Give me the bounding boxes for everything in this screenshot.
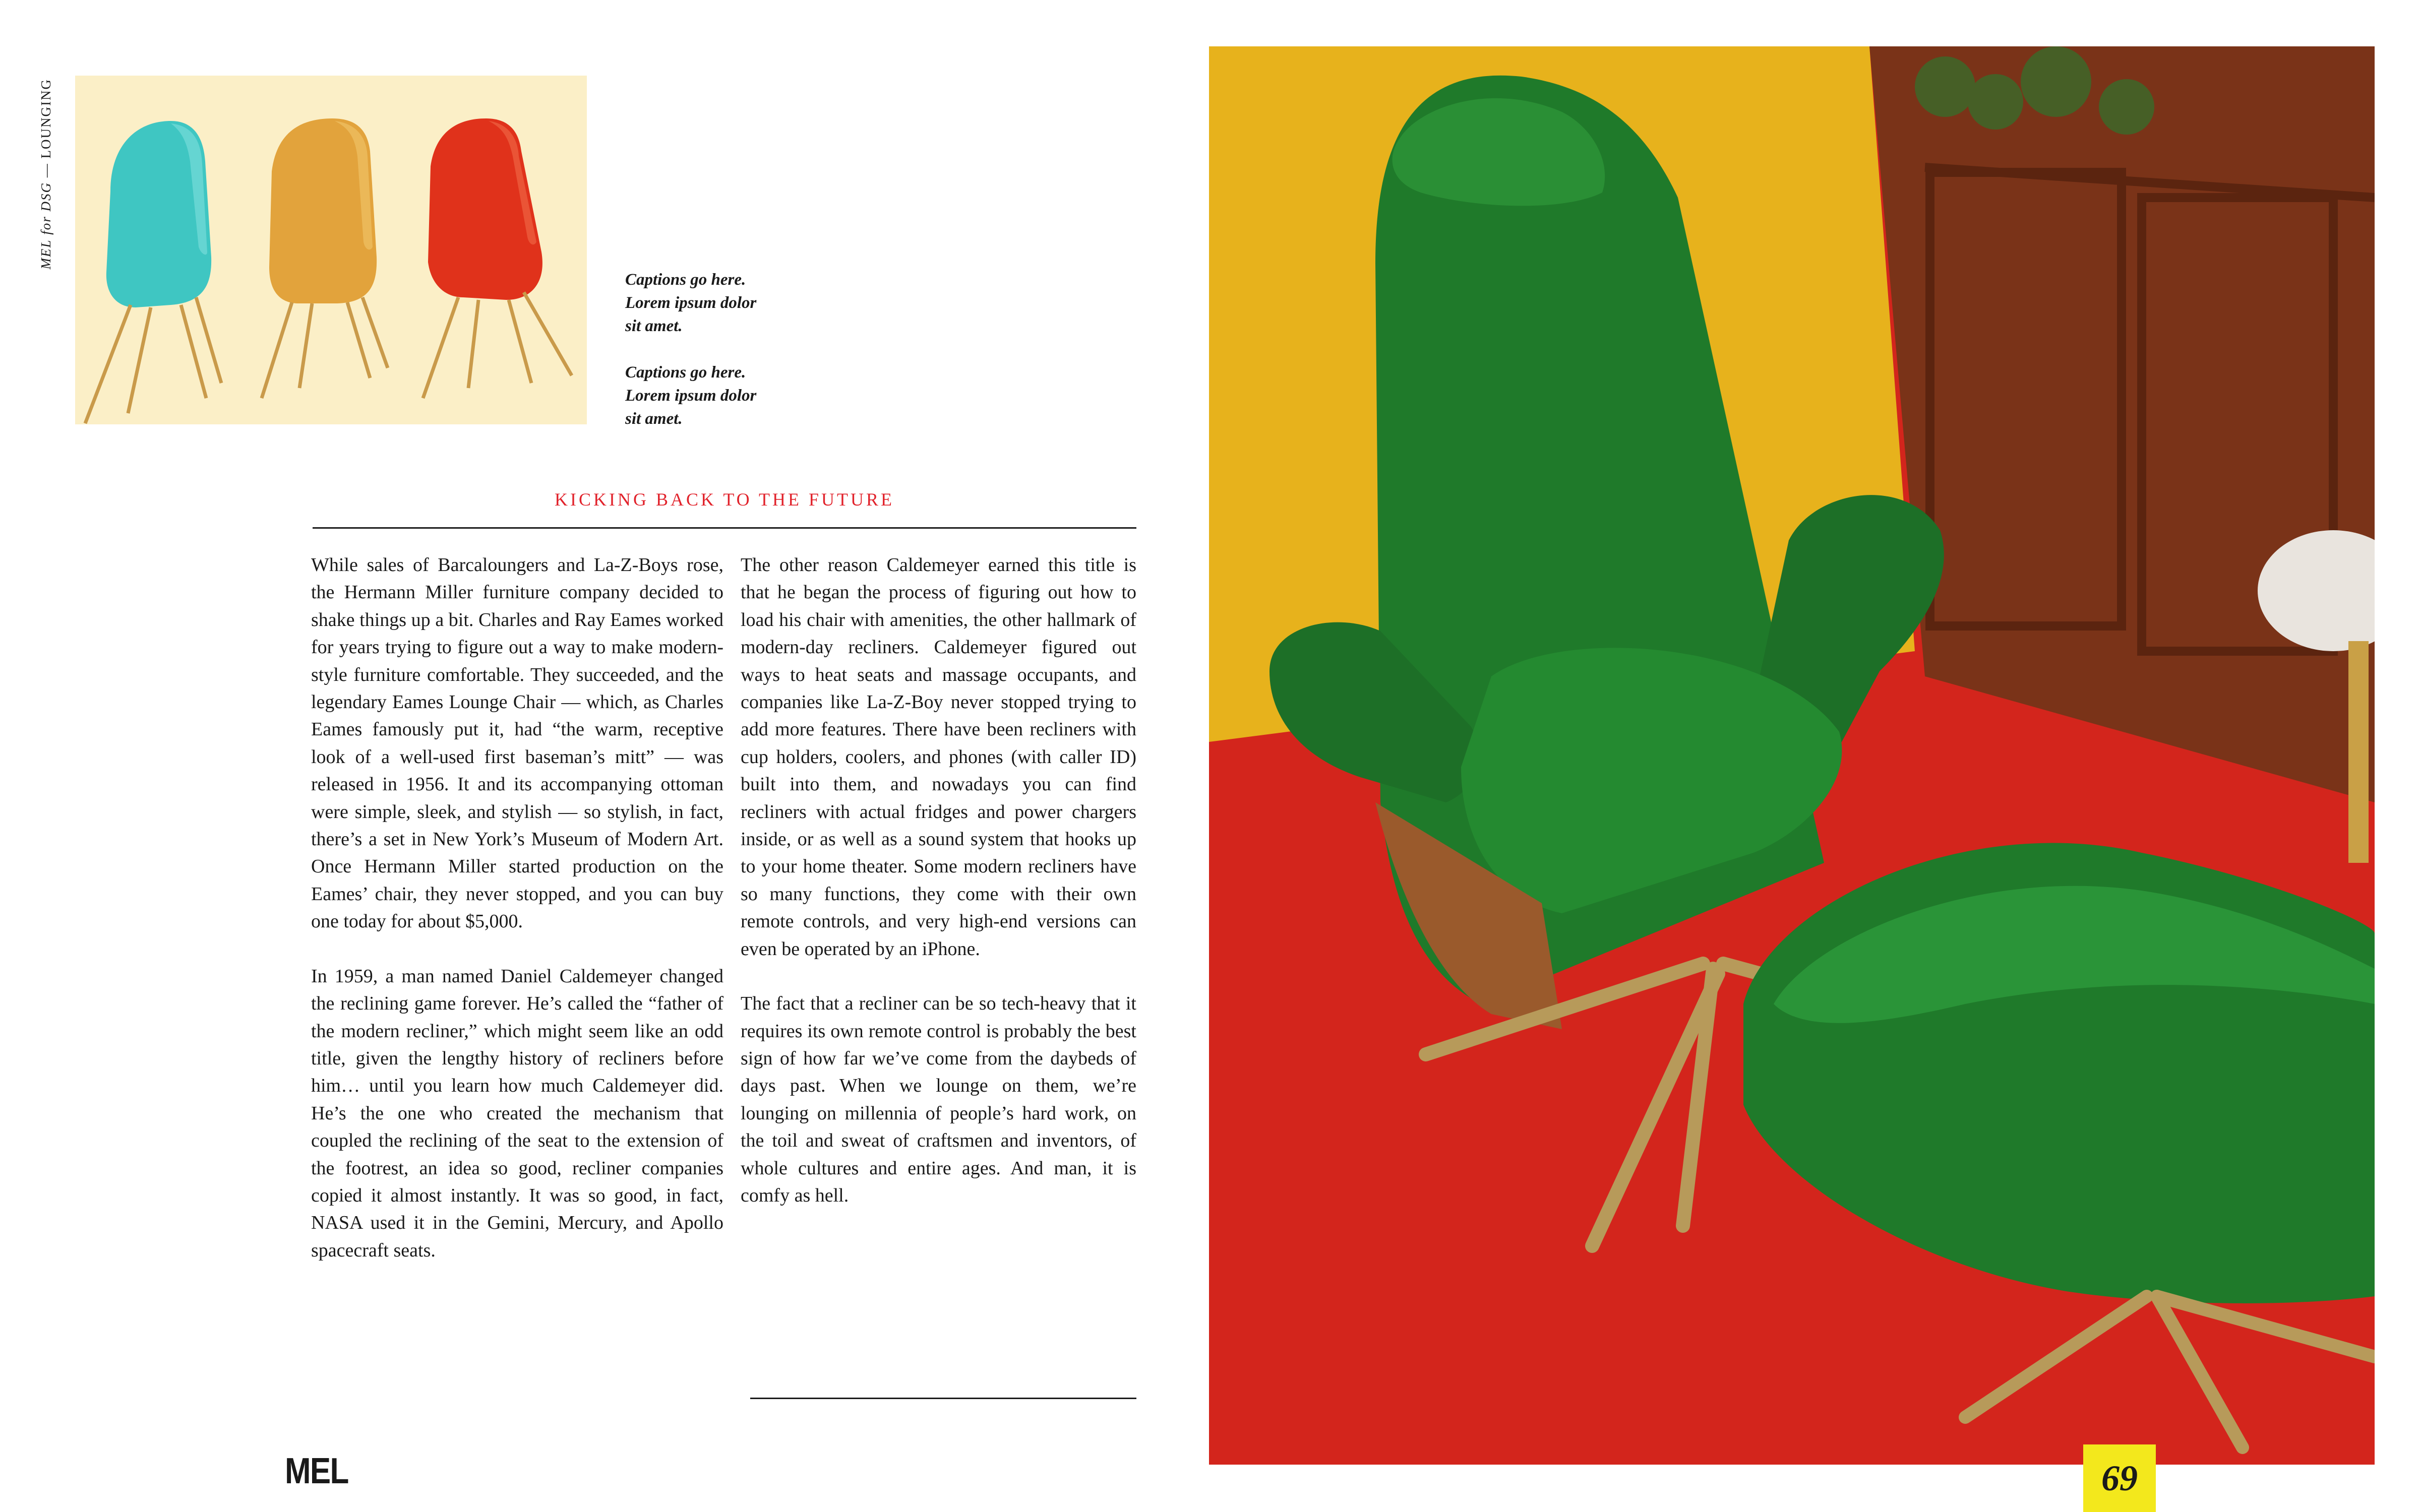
running-head-separator: —	[38, 163, 53, 178]
image-captions	[625, 268, 817, 454]
caption: Captions go here. Lorem ipsum dolor sit amet.	[625, 271, 757, 335]
paragraph: In 1959, a man named Daniel Caldemeyer changed the reclining game forever. He’s called the “father of the modern recliner,” which might seem like an odd title, given the lengthy history of recliners before him… until you learn how much Caldemeyer did. He’s the one who created the mechanism that coupled the reclining of the seat to the extension of the footrest, an idea so good, recliner companies copied it almost instantly. It was so good, in fact, NASA used it in the Gemini, Mercury, and Apollo spacecraft seats.	[311, 965, 723, 1261]
article-headline: KICKING BACK TO THE FUTURE	[554, 489, 895, 510]
article-column-left	[311, 551, 723, 1291]
running-head-partner: for DSG	[38, 181, 53, 235]
headline-rule	[313, 527, 1136, 529]
running-head	[35, 79, 55, 295]
end-rule	[750, 1398, 1136, 1399]
article-column-right	[741, 551, 1136, 1236]
lounge-chair-photo	[1209, 46, 2375, 1465]
running-head-section: LOUNGING	[38, 79, 53, 159]
shell-chairs-image	[75, 76, 587, 424]
paragraph: The other reason Caldemeyer earned this title is that he began the process of figuring out how to load his chair with amenities, the other hallmark of modern-day recliners. Caldemeyer figured out ways to heat seats and massage occupants, and companies like La-Z-Boy never stopped trying to add more features. There have been recliners with cup holders, coolers, and phones (with caller ID) built into them, and nowadays you can find recliners with actual fridges and power chargers inside, or as well as a sound system that hooks up to your home theater. Some modern recliners have so many functions, they come with their own remote controls, and very high-end versions can even be operated by an iPhone.	[741, 554, 1136, 960]
mel-logo: MEL	[285, 1451, 348, 1491]
paragraph: While sales of Barcaloungers and La-Z-Boys rose, the Hermann Miller furniture company decided to shake things up a bit. Charles and Ray Eames worked for years trying to figure out a way to make modern-style furniture comfortable. They succeeded, and the legendary Eames Lounge Chair — which, as Charles Eames famously put it, had “the warm, receptive look of a well-used first baseman’s mitt” — was released in 1956. It and its accompanying ottoman were simple, sleek, and stylish — so stylish, in fact, there’s a set in New York’s Museum of Modern Art. Once Hermann Miller started production on the Eames’ chair, they never stopped, and you can buy one today for about $5,000.	[311, 554, 723, 932]
caption: Captions go here. Lorem ipsum dolor sit amet.	[625, 363, 757, 428]
running-head-publication: MEL	[38, 239, 53, 270]
page-number: 69	[2083, 1444, 2156, 1512]
paragraph: The fact that a recliner can be so tech-heavy that it requires its own remote control is probably the best sign of how far we’ve come from the daybeds of days past. When we lounge on them, we’re lounging on millennia of people’s hard work, on the toil and sweat of craftsmen and inventors, of whole cultures and entire ages. And man, it is comfy as hell.	[741, 993, 1136, 1206]
